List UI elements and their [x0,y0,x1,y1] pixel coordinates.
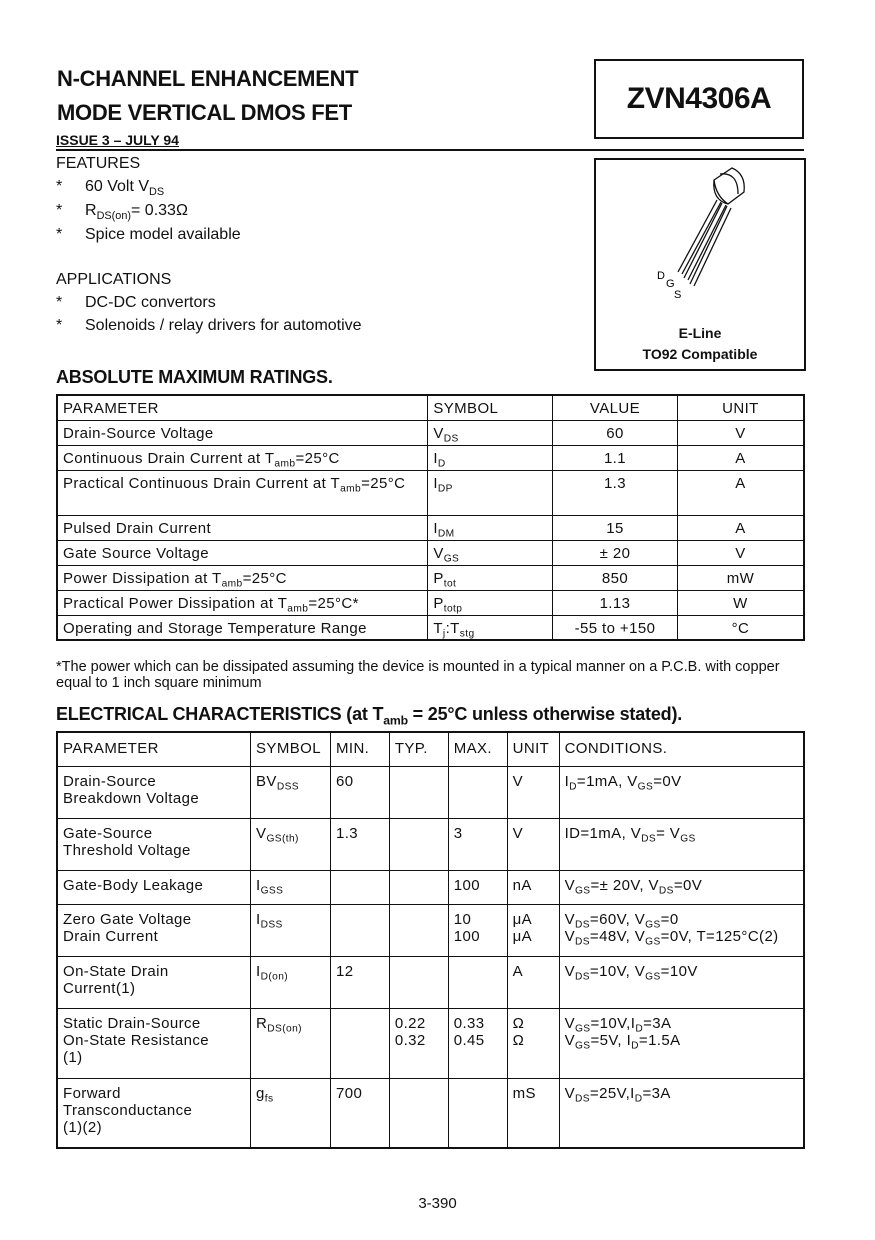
applications-heading: APPLICATIONS [56,271,172,288]
parameter-line: Current(1) [63,979,136,997]
parameter-text-post: =25°C* [308,594,359,612]
abs-max-value: 1.1 [553,445,678,470]
max-line: 100 [453,927,480,945]
feature-text [85,178,164,196]
parameter-line: (1) [63,1048,83,1066]
feature-text: 60 Volt V [85,178,150,195]
electrical-min [330,1008,389,1078]
max-line: 100 [453,876,480,894]
electrical-min: 1.3 [330,818,389,870]
parameter-line: On-State Drain [63,962,169,980]
electrical-parameter [57,904,251,956]
abs-max-parameter [57,515,428,540]
unit-line: Ω [512,1031,525,1049]
document-title [57,62,358,130]
electrical-symbol [251,1078,331,1148]
unit-line: A [512,962,524,980]
parameter-line: Drain Current [63,927,159,945]
symbol-text: V [433,544,444,562]
electrical-row [57,1008,804,1078]
abs-max-parameter [57,565,428,590]
parameter-line: Static Drain-Source [63,1014,201,1032]
condition-line: $V_{DS}=10V$, $V_{GS}=10V$ [564,962,698,983]
unit-line: μA [512,927,533,945]
abs-max-col-header: UNIT [677,395,804,420]
pin-d-label: D [657,270,665,282]
electrical-symbol [251,1008,331,1078]
parameter-text: Pulsed Drain Current [63,519,212,537]
electrical-col-header: MAX. [448,732,507,766]
symbol-text: P [433,594,444,612]
symbol-text: g [256,1084,265,1102]
electrical-max [448,818,507,870]
symbol-subscript: DS [443,433,459,445]
unit-line: Ω [512,1014,525,1032]
electrical-typ [389,1078,448,1148]
feature-item [56,178,456,200]
electrical-col-header: CONDITIONS. [559,732,804,766]
symbol-subscript: D [437,458,446,470]
electrical-max [448,956,507,1008]
parameter-subscript: amb [221,578,243,590]
parameter-line: Threshold Voltage [63,841,191,859]
max-line: 3 [453,824,463,842]
symbol-subscript: DSS [276,781,299,793]
abs-max-symbol [428,615,553,640]
electrical-symbol [251,956,331,1008]
abs-max-symbol [428,470,553,515]
title-line-1: N-CHANNEL ENHANCEMENT [57,66,359,91]
abs-max-parameter [57,420,428,445]
abs-max-value: 1.13 [553,590,678,615]
electrical-min: 700 [330,1078,389,1148]
abs-max-row [57,515,804,540]
electrical-conditions [559,818,804,870]
abs-max-row [57,540,804,565]
unit-line: μA [512,910,533,928]
pin-s-label: S [674,289,682,301]
application-item [56,317,456,339]
abs-max-row [57,590,804,615]
electrical-symbol [251,766,331,818]
package-caption-line-2: TO92 Compatible [642,346,758,362]
parameter-text-post: =25°C [361,474,406,492]
max-line: 0.33 [453,1014,485,1032]
electrical-heading [56,704,683,728]
typ-line: 0.22 [394,1014,426,1032]
abs-max-unit: °C [677,615,804,640]
condition-line: $V_{GS}=5V$, $I_D=1.5A$ [564,1031,681,1052]
symbol-text: I [256,910,261,928]
electrical-col-header: SYMBOL [251,732,331,766]
electrical-col-header: MIN. [330,732,389,766]
electrical-max [448,870,507,904]
feature-text: R [85,202,97,219]
condition-line: ID=1mA, $V_{DS}= V_{GS}$ [564,824,696,845]
abs-max-parameter [57,590,428,615]
symbol-subscript: GS(th) [266,833,299,845]
electrical-unit [507,956,559,1008]
electrical-parameter [57,818,251,870]
electrical-conditions [559,956,804,1008]
parameter-text-post: =25°C [295,449,340,467]
parameter-line: Gate-Body Leakage [63,876,204,894]
part-number: ZVN4306A [626,82,772,115]
parameter-line: Transconductance [63,1101,193,1119]
symbol-subscript: j [442,628,446,640]
abs-max-parameter [57,540,428,565]
symbol-subscript: totp [443,603,463,615]
parameter-line: (1)(2) [63,1118,103,1136]
symbol-text: P [433,569,444,587]
symbol-text: R [256,1014,268,1032]
symbol-subscript: GSS [260,885,284,897]
condition-line: $V_{DS}=48V$, $V_{GS}=0V$, T=125°C(2) [564,927,779,948]
parameter-line: Breakdown Voltage [63,789,200,807]
feature-subscript: DS(on) [96,209,132,222]
abs-max-row [57,420,804,445]
electrical-max [448,1008,507,1078]
electrical-max [448,766,507,818]
parameter-line: On-State Resistance [63,1031,209,1049]
max-line: 0.45 [453,1031,485,1049]
electrical-typ [389,818,448,870]
electrical-parameter [57,1078,251,1148]
electrical-max [448,904,507,956]
electrical-unit [507,766,559,818]
parameter-line: Forward [63,1084,121,1102]
electrical-symbol [251,904,331,956]
bullet-star: * [56,178,63,195]
symbol-subscript: DP [437,483,453,495]
pin-g-label: G [666,278,675,290]
electrical-row [57,818,804,870]
symbol-subscript: fs [264,1093,274,1105]
electrical-parameter [57,1008,251,1078]
abs-max-parameter [57,615,428,640]
electrical-row [57,870,804,904]
electrical-conditions [559,766,804,818]
feature-text [85,226,241,244]
condition-line: $V_{GS}=\pm 20V$, $V_{DS}=0V$ [564,876,703,897]
parameter-subscript: amb [287,603,309,615]
electrical-unit [507,870,559,904]
bullet-star: * [56,226,63,243]
abs-max-value: 1.3 [553,470,678,515]
electrical-row [57,766,804,818]
symbol-text: V [256,824,267,842]
parameter-subscript: amb [274,458,296,470]
unit-line: V [512,824,524,842]
symbol-subscript: DS(on) [267,1023,302,1035]
electrical-conditions [559,904,804,956]
parameter-text: Practical Power Dissipation at T [63,594,288,612]
symbol-text: I [256,876,261,894]
electrical-header-row [57,732,804,766]
parameter-text: Gate Source Voltage [63,544,210,562]
title-line-2: MODE VERTICAL DMOS FET [57,100,352,125]
abs-max-value: 60 [553,420,678,445]
bullet-star: * [56,317,63,334]
electrical-symbol [251,818,331,870]
electrical-unit [507,1008,559,1078]
abs-max-symbol [428,540,553,565]
parameter-text: Practical Continuous Drain Current at T [63,474,341,492]
abs-max-col-header: SYMBOL [428,395,553,420]
electrical-symbol [251,870,331,904]
abs-max-unit: A [677,470,804,515]
parameter-text: Power Dissipation at T [63,569,222,587]
abs-max-symbol [428,445,553,470]
abs-max-row [57,470,804,515]
to92-package-icon [596,160,804,310]
symbol-text: T [433,619,443,637]
bullet-star: * [56,202,63,219]
electrical-typ [389,956,448,1008]
unit-line: V [512,772,524,790]
electrical-min: 60 [330,766,389,818]
abs-max-row [57,565,804,590]
application-text: DC-DC convertors [85,294,216,311]
abs-max-row [57,615,804,640]
abs-max-table [56,394,805,641]
electrical-heading-post: = 25°C unless otherwise stated). [407,704,683,724]
header-rule [56,149,804,151]
feature-item [56,226,456,248]
condition-line: $V_{DS}=25V,I_D=3A$ [564,1084,671,1105]
symbol-text: I [433,519,438,537]
unit-line: mS [512,1084,536,1102]
electrical-min [330,870,389,904]
abs-max-col-header: VALUE [553,395,678,420]
electrical-row [57,1078,804,1148]
condition-line: $V_{DS}=60V$, $V_{GS}=0$ [564,910,679,931]
parameter-line: Gate-Source [63,824,153,842]
abs-max-symbol [428,515,553,540]
abs-max-symbol [428,590,553,615]
parameter-text: Operating and Storage Temperature Range [63,619,367,637]
features-heading: FEATURES [56,155,141,172]
symbol-subscript: GS [443,553,460,565]
electrical-heading-pre: ELECTRICAL CHARACTERISTICS (at T [56,704,384,724]
application-text: Solenoids / relay drivers for automotive [85,317,362,334]
symbol-text: I [433,474,438,492]
abs-max-parameter [57,445,428,470]
abs-max-value: 15 [553,515,678,540]
abs-max-unit: V [677,540,804,565]
condition-line: $I_D=1mA$, $V_{GS}=0V$ [564,772,682,793]
electrical-conditions [559,870,804,904]
symbol-text: BV [256,772,277,790]
electrical-conditions [559,1078,804,1148]
symbol-text: I [256,962,261,980]
symbol-text: V [433,424,444,442]
issue-date: ISSUE 3 – JULY 94 [56,132,179,148]
electrical-min: 12 [330,956,389,1008]
electrical-min [330,904,389,956]
symbol-subscript: tot [443,578,457,590]
electrical-unit [507,904,559,956]
abs-max-symbol [428,420,553,445]
abs-max-unit: A [677,515,804,540]
electrical-unit [507,818,559,870]
electrical-typ [389,766,448,818]
parameter-line: Zero Gate Voltage [63,910,192,928]
abs-max-unit: W [677,590,804,615]
electrical-col-header: TYP. [389,732,448,766]
abs-max-unit: mW [677,565,804,590]
feature-text-post: = 0.33Ω [131,202,188,219]
electrical-row [57,956,804,1008]
parameter-text-post: =25°C [242,569,287,587]
electrical-heading-sub: amb [383,713,408,728]
parameter-text: Drain-Source Voltage [63,424,214,442]
symbol-subscript: DM [437,528,455,540]
page-number: 3-390 [418,1195,457,1212]
electrical-parameter [57,870,251,904]
feature-item [56,202,456,224]
parameter-text: Continuous Drain Current at T [63,449,275,467]
symbol-text-post: :T [445,619,460,637]
electrical-parameter [57,766,251,818]
electrical-col-header: UNIT [507,732,559,766]
abs-max-symbol [428,565,553,590]
feature-subscript: DS [149,185,165,198]
abs-max-heading: ABSOLUTE MAXIMUM RATINGS. [56,367,333,387]
abs-max-header-row [57,395,804,420]
feature-text [85,202,188,220]
abs-max-col-header: PARAMETER [57,395,428,420]
symbol-subscript: D(on) [260,971,289,983]
typ-line: 0.32 [394,1031,426,1049]
part-number-box [594,59,804,139]
symbol-subscript: DSS [260,919,283,931]
electrical-max [448,1078,507,1148]
electrical-typ [389,1008,448,1078]
electrical-parameter [57,956,251,1008]
abs-max-value: -55 to +150 [553,615,678,640]
parameter-subscript: amb [340,483,362,495]
abs-max-unit: V [677,420,804,445]
electrical-conditions [559,1008,804,1078]
package-box [594,158,806,371]
application-item [56,294,456,316]
unit-line: nA [512,876,532,894]
parameter-line: Drain-Source [63,772,157,790]
abs-max-unit: A [677,445,804,470]
bullet-star: * [56,294,63,311]
abs-max-row [57,445,804,470]
electrical-typ [389,870,448,904]
symbol-subscript-2: stg [459,628,475,640]
abs-max-value: 850 [553,565,678,590]
package-caption-line-1: E-Line [678,325,722,341]
electrical-typ [389,904,448,956]
symbol-text: I [433,449,438,467]
abs-max-footnote: *The power which can be dissipated assuming the device is mounted in a typical manner on a P.C.B. with copper equal to 1 inch square minimum [56,659,780,691]
electrical-table [56,731,805,1149]
electrical-row [57,904,804,956]
feature-text: Spice model available [85,226,241,243]
abs-max-value: ± 20 [553,540,678,565]
condition-line: $V_{GS}=10V,I_D=3A$ [564,1014,672,1035]
electrical-unit [507,1078,559,1148]
max-line: 10 [453,910,472,928]
abs-max-parameter [57,470,428,515]
electrical-col-header: PARAMETER [57,732,251,766]
